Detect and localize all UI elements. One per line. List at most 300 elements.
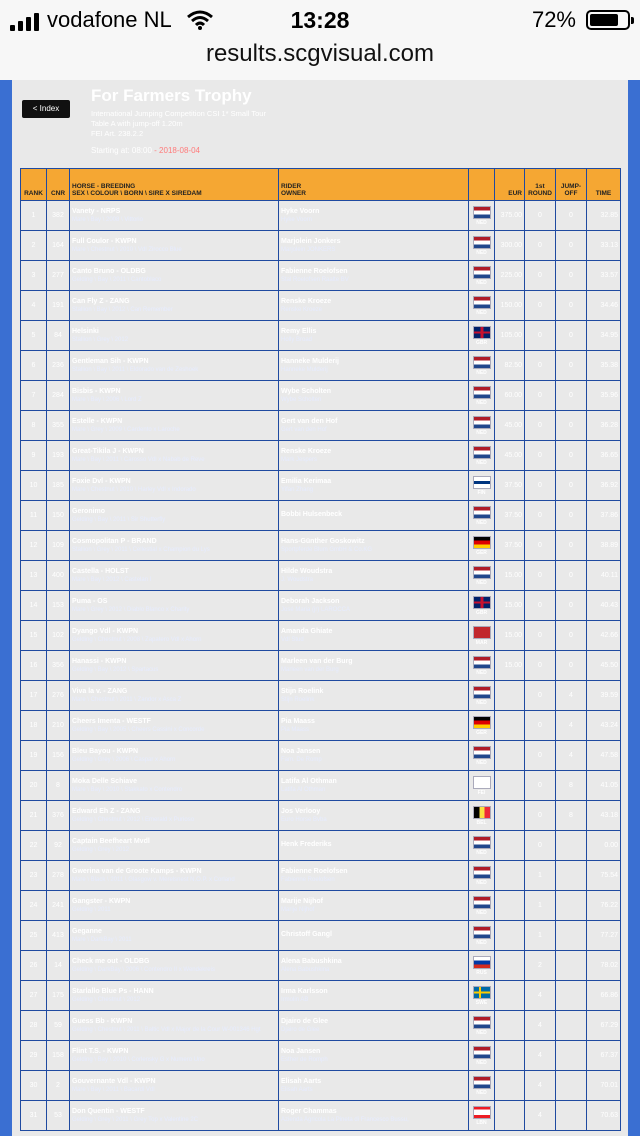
- rank-cell: 18: [21, 711, 47, 741]
- battery-percent: 72%: [531, 7, 576, 32]
- rank-cell: 6: [21, 351, 47, 381]
- jumpoff-cell: [556, 891, 587, 921]
- horse-details: Gelding \ Grey \ 2011 \ Grey Top x Valentine 2C: [72, 1117, 199, 1123]
- rider-name: Djairo de Glee: [281, 1018, 329, 1025]
- nation-code: NED: [476, 699, 487, 706]
- rider-name: Hans-Günther Goskowitz: [281, 538, 365, 545]
- rider-name: Fabienne Roelofsen: [281, 868, 348, 875]
- horse-name: Cosmopolitan P - BRAND: [72, 538, 157, 545]
- flag-icon: [473, 296, 491, 309]
- rider-name: Stijn Roelink: [281, 688, 324, 695]
- table-row[interactable]: [21, 651, 621, 681]
- jumpoff-cell: 0: [556, 351, 587, 381]
- table-row[interactable]: [21, 201, 621, 231]
- round-cell: 4: [525, 1071, 556, 1101]
- cnr-cell: 8: [47, 771, 70, 801]
- rider-name: Hilde Woudstra: [281, 568, 333, 575]
- jumpoff-cell: 4: [556, 741, 587, 771]
- jumpoff-cell: 0: [556, 321, 587, 351]
- owner-name: Wybe Scholten: [281, 397, 322, 403]
- round-cell: 0: [525, 381, 556, 411]
- horse-details: Mare \ Bay \ 2012 \ Castelan I: [72, 577, 152, 583]
- horse-cell: [70, 891, 279, 921]
- owner-name: Fabienne Roelofsen: [281, 877, 335, 883]
- rider-cell: [279, 351, 469, 381]
- horse-details: Gelding \ DarkBay \ 2006 \ Contendro II x Wendekreis: [72, 967, 215, 973]
- table-row[interactable]: [21, 1011, 621, 1041]
- col-eur: EUR: [495, 169, 525, 201]
- horse-cell: [70, 1071, 279, 1101]
- jumpoff-cell: 4: [556, 711, 587, 741]
- horse-details: Mare \ Grey \ 2009 \ Cardento x Laroche: [72, 427, 180, 433]
- nation-code: GER: [476, 729, 487, 736]
- jumpoff-cell: 4: [556, 681, 587, 711]
- flag-icon: [473, 446, 491, 459]
- nation-code: NED: [476, 519, 487, 526]
- rider-name: Irma Karlsson: [281, 988, 328, 995]
- time-cell: 40.43: [587, 591, 621, 621]
- nation-cell: [469, 381, 495, 411]
- eur-cell: 15.00: [495, 591, 525, 621]
- horse-details: Mare \ Black \ 2011 \ Glasgow v. Merelsnest N.O.P. x Corland: [72, 877, 235, 883]
- eur-cell: [495, 1011, 525, 1041]
- table-row[interactable]: [21, 471, 621, 501]
- owner-name: Sportpferde Blum GmbH & Co.KG: [281, 547, 373, 553]
- nation-code: NED: [476, 849, 487, 856]
- nation-cell: [469, 741, 495, 771]
- cnr-cell: 53: [47, 1101, 70, 1131]
- cnr-cell: 191: [47, 291, 70, 321]
- nation-code: NED: [476, 279, 487, 286]
- owner-name: Stijn Roelink: [281, 697, 315, 703]
- horse-name: Castella - HOLST: [72, 568, 129, 575]
- owner-name: Vdl Stud: [281, 637, 304, 643]
- table-row[interactable]: [21, 711, 621, 741]
- cnr-cell: 356: [47, 651, 70, 681]
- rank-cell: 8: [21, 411, 47, 441]
- horse-cell: [70, 291, 279, 321]
- horse-cell: [70, 921, 279, 951]
- table-row[interactable]: [21, 531, 621, 561]
- flag-icon: [473, 566, 491, 579]
- cnr-cell: 241: [47, 891, 70, 921]
- rider-cell: [279, 441, 469, 471]
- horse-name: Great-Tikila J - KWPN: [72, 448, 144, 455]
- horse-cell: [70, 591, 279, 621]
- eur-cell: [495, 1041, 525, 1071]
- nation-code: NED: [476, 939, 487, 946]
- nation-cell: [469, 981, 495, 1011]
- table-row[interactable]: [21, 591, 621, 621]
- horse-details: Gelding \ Bay \ 2010 \ Corlensky G x Numero Uno: [72, 1057, 205, 1063]
- table-row[interactable]: [21, 351, 621, 381]
- table-row[interactable]: [21, 291, 621, 321]
- rider-name: Bobbi Hulsenbeck: [281, 511, 343, 518]
- jumpoff-cell: 0: [556, 471, 587, 501]
- time-cell: 78.02: [587, 951, 621, 981]
- horse-name: Gentleman Sih - KWPN: [72, 358, 149, 365]
- horse-details: Stallion \ Grey \ 2012: [72, 337, 129, 343]
- horse-cell: [70, 531, 279, 561]
- nation-cell: [469, 1101, 495, 1131]
- time-cell: 77.27: [587, 921, 621, 951]
- nation-cell: [469, 351, 495, 381]
- owner-name: Alena Babushkina: [281, 967, 330, 973]
- rider-name: Marleen van der Burg: [281, 658, 353, 665]
- eur-cell: 45.00: [495, 411, 525, 441]
- jumpoff-cell: 0: [556, 651, 587, 681]
- flag-icon: [473, 596, 491, 609]
- nation-code: GER: [476, 549, 487, 556]
- rider-cell: [279, 741, 469, 771]
- table-row[interactable]: [21, 741, 621, 771]
- horse-details: Stallion \ Grey \ 2011 \ Cellestial x Champion du Lys: [72, 547, 210, 553]
- nation-cell: [469, 561, 495, 591]
- flag-icon: [473, 386, 491, 399]
- rider-cell: [279, 1101, 469, 1131]
- nation-cell: [469, 1041, 495, 1071]
- rider-name: Remy Ellis: [281, 328, 317, 335]
- horse-cell: [70, 771, 279, 801]
- table-row[interactable]: [21, 411, 621, 441]
- horse-name: Estelle - KWPN: [72, 418, 123, 425]
- rider-cell: [279, 321, 469, 351]
- rank-cell: 24: [21, 891, 47, 921]
- eur-cell: 105.00: [495, 321, 525, 351]
- horse-name: Foxie Dvl - KWPN: [72, 478, 131, 485]
- time-cell: 35.38: [587, 351, 621, 381]
- flag-icon: [473, 416, 491, 429]
- horse-name: Captain Beefheart Mvdl: [72, 838, 150, 845]
- flag-icon: [473, 746, 491, 759]
- nation-cell: [469, 471, 495, 501]
- table-row[interactable]: [21, 1071, 621, 1101]
- horse-details: Stallion \ Bay \ 2012 \ Can Remember: [72, 307, 173, 313]
- round-cell: 0: [525, 741, 556, 771]
- jumpoff-cell: 0: [556, 291, 587, 321]
- cnr-cell: 156: [47, 741, 70, 771]
- horse-cell: [70, 501, 279, 531]
- horse-name: Edward Eh Z - ZANG: [72, 808, 141, 815]
- table-row[interactable]: [21, 981, 621, 1011]
- flag-icon: [473, 326, 491, 339]
- flag-icon: [473, 986, 491, 999]
- eur-cell: 375.00: [495, 201, 525, 231]
- rider-name: Deborah Jackson: [281, 598, 340, 605]
- rank-cell: 10: [21, 471, 47, 501]
- round-cell: 4: [525, 1041, 556, 1071]
- flag-icon: [473, 536, 491, 549]
- eur-cell: 45.00: [495, 441, 525, 471]
- table-row[interactable]: [21, 681, 621, 711]
- time-cell: 66.86: [587, 981, 621, 1011]
- starting-time: [91, 146, 200, 155]
- horse-cell: [70, 681, 279, 711]
- owner-name: Elisah Aarts: [281, 1087, 313, 1093]
- owner-name: Azienda Agricola La Pineta di Francesco Bussu,: [281, 1117, 409, 1123]
- rider-name: Gert van den Hof: [281, 418, 338, 425]
- round-cell: 0: [525, 501, 556, 531]
- rider-name: Alena Babushkina: [281, 958, 342, 965]
- table-row[interactable]: [21, 1041, 621, 1071]
- jumpoff-cell: [556, 981, 587, 1011]
- flag-icon: [473, 1076, 491, 1089]
- eur-cell: [495, 951, 525, 981]
- nation-code: FIN: [477, 489, 486, 496]
- cnr-cell: 14: [47, 951, 70, 981]
- nation-cell: [469, 921, 495, 951]
- horse-cell: [70, 1101, 279, 1131]
- eur-cell: [495, 981, 525, 1011]
- url-bar[interactable]: results.scgvisual.com: [0, 40, 640, 80]
- rank-cell: 3: [21, 261, 47, 291]
- horse-name: Gwerina van de Groote Kamps - KWPN: [72, 868, 202, 875]
- eur-cell: [495, 801, 525, 831]
- horse-cell: [70, 351, 279, 381]
- col-time: TIME: [587, 169, 621, 201]
- nation-cell: [469, 861, 495, 891]
- round-cell: 0: [525, 291, 556, 321]
- round-cell: 0: [525, 531, 556, 561]
- horse-name: Starlallo Blue Ps - HANN: [72, 988, 154, 995]
- rank-cell: 5: [21, 321, 47, 351]
- competition-subtitle: International Jumping Competition CSI 1* Small Tour: [91, 109, 266, 118]
- flag-icon: [473, 266, 491, 279]
- round-cell: 0: [525, 231, 556, 261]
- table-row[interactable]: [21, 231, 621, 261]
- nation-code: NED: [476, 429, 487, 436]
- cnr-cell: 413: [47, 921, 70, 951]
- jumpoff-cell: [556, 1071, 587, 1101]
- owner-name: Mark Jespers: [281, 457, 318, 463]
- table-row[interactable]: [21, 831, 621, 861]
- nation-code: FEI: [477, 789, 486, 796]
- table-row[interactable]: [21, 861, 621, 891]
- table-row[interactable]: [21, 921, 621, 951]
- nation-cell: [469, 771, 495, 801]
- cnr-cell: 210: [47, 711, 70, 741]
- nation-cell: [469, 621, 495, 651]
- jumpoff-cell: 0: [556, 381, 587, 411]
- nation-cell: [469, 681, 495, 711]
- horse-cell: [70, 711, 279, 741]
- rider-cell: [279, 411, 469, 441]
- eur-cell: 300.00: [495, 231, 525, 261]
- rider-name: Hanneke Mulderij: [281, 358, 339, 365]
- jumpoff-cell: [556, 861, 587, 891]
- nation-code: RUS: [476, 969, 487, 976]
- table-header: [21, 169, 621, 201]
- results-body: [21, 201, 621, 1131]
- rider-cell: [279, 771, 469, 801]
- rank-cell: 11: [21, 501, 47, 531]
- rank-cell: 4: [21, 291, 47, 321]
- horse-name: Hanassi - KWPN: [72, 658, 127, 665]
- table-subtitle: Table A with jump-off 1.20m: [91, 119, 183, 128]
- horse-cell: [70, 861, 279, 891]
- jumpoff-cell: 0: [556, 411, 587, 441]
- cnr-cell: 236: [47, 351, 70, 381]
- cnr-cell: 175: [47, 981, 70, 1011]
- rider-name: Renske Kroeze: [281, 298, 332, 305]
- jumpoff-cell: 0: [556, 201, 587, 231]
- table-row[interactable]: [21, 1101, 621, 1131]
- horse-details: Gelding \ Bay \ 2011 \ Sir Shutterfly: [72, 517, 166, 523]
- time-cell: 43.24: [587, 711, 621, 741]
- rider-cell: [279, 471, 469, 501]
- cnr-cell: 150: [47, 501, 70, 531]
- results-table: [20, 168, 621, 1131]
- jumpoff-cell: 0: [556, 621, 587, 651]
- horse-name: Bleu Bayou - KWPN: [72, 748, 139, 755]
- cnr-cell: 153: [47, 591, 70, 621]
- status-bar: [0, 0, 640, 40]
- nation-cell: [469, 831, 495, 861]
- jumpoff-cell: 0: [556, 591, 587, 621]
- rider-cell: [279, 1071, 469, 1101]
- table-row[interactable]: [21, 891, 621, 921]
- table-row[interactable]: [21, 441, 621, 471]
- rider-cell: [279, 501, 469, 531]
- rank-cell: 27: [21, 981, 47, 1011]
- col-rider-line1: RIDER: [281, 183, 302, 190]
- horse-details: Gelding \ Grey \ 2006 \ Caspar x Ahorn: [72, 757, 176, 763]
- index-button[interactable]: < Index: [22, 100, 70, 118]
- rider-cell: [279, 231, 469, 261]
- round-cell: 0: [525, 441, 556, 471]
- rider-name: Hyke Voorn: [281, 208, 320, 215]
- horse-details: Gelding \ Chestnut \ 2012: [72, 997, 141, 1003]
- rider-name: Noa Jansen: [281, 748, 321, 755]
- rider-cell: [279, 861, 469, 891]
- nation-cell: [469, 291, 495, 321]
- owner-name: Pia Maass: [281, 727, 310, 733]
- horse-name: Helsinki: [72, 328, 99, 335]
- jumpoff-cell: 8: [556, 801, 587, 831]
- flag-icon: [473, 776, 491, 789]
- horse-cell: [70, 411, 279, 441]
- horse-details: Gelding \ Bay \ 2012 \ Spartacus: [72, 667, 159, 673]
- col-horse-line1: HORSE - BREEDING: [72, 183, 136, 190]
- time-cell: 42.66: [587, 621, 621, 651]
- nation-code: NED: [476, 909, 487, 916]
- nation-cell: [469, 1071, 495, 1101]
- round-cell: 0: [525, 651, 556, 681]
- horse-cell: [70, 1011, 279, 1041]
- eur-cell: 15.00: [495, 651, 525, 681]
- rank-cell: 19: [21, 741, 47, 771]
- table-row[interactable]: [21, 321, 621, 351]
- cnr-cell: 185: [47, 471, 70, 501]
- rider-cell: [279, 201, 469, 231]
- table-row[interactable]: [21, 621, 621, 651]
- rider-cell: [279, 1041, 469, 1071]
- owner-name: José Maria (jr) LAROCCA: [281, 607, 351, 613]
- nation-cell: [469, 891, 495, 921]
- owner-name: Holly Broad: [281, 337, 313, 343]
- owner-name: Latifa Al Othman: [281, 787, 326, 793]
- owner-name: J. Woudstra: [281, 577, 313, 583]
- horse-details: Gelding \ Bay \ 2011 \ Cantoblaco: [72, 277, 162, 283]
- nation-code: NED: [476, 759, 487, 766]
- horse-cell: [70, 201, 279, 231]
- table-row[interactable]: [21, 381, 621, 411]
- horse-details: Mare \ Bay \ 2011 \ Carosso Vdl x Nabab de Reve: [72, 457, 205, 463]
- battery-icon: [586, 10, 630, 30]
- flag-icon: [473, 1046, 491, 1059]
- cnr-cell: 193: [47, 441, 70, 471]
- flag-icon: [473, 236, 491, 249]
- rider-cell: [279, 801, 469, 831]
- rank-cell: 25: [21, 921, 47, 951]
- rank-cell: 2: [21, 231, 47, 261]
- table-row[interactable]: [21, 501, 621, 531]
- eur-cell: 150.00: [495, 291, 525, 321]
- cnr-cell: 277: [47, 261, 70, 291]
- time-cell: 36.28: [587, 411, 621, 441]
- rider-cell: [279, 921, 469, 951]
- owner-name: Esther de Romph: [281, 1057, 328, 1063]
- jumpoff-cell: 0: [556, 561, 587, 591]
- horse-details: Gelding \ Grey \ 2012: [72, 847, 130, 853]
- horse-cell: [70, 321, 279, 351]
- flag-icon: [473, 956, 491, 969]
- horse-details: Mare \ Chestnut \ 2010 \ Harley Vdl x Indorado: [72, 487, 196, 493]
- nation-cell: [469, 501, 495, 531]
- rank-cell: 7: [21, 381, 47, 411]
- eur-cell: 82.50: [495, 351, 525, 381]
- table-row[interactable]: [21, 561, 621, 591]
- horse-cell: [70, 651, 279, 681]
- nation-code: NED: [476, 1089, 487, 1096]
- horse-cell: [70, 741, 279, 771]
- rider-cell: [279, 891, 469, 921]
- horse-name: Check me out - OLDBG: [72, 958, 150, 965]
- table-row[interactable]: [21, 261, 621, 291]
- cnr-cell: 278: [47, 861, 70, 891]
- starting-date: - 2018-08-04: [154, 146, 200, 155]
- eur-cell: 37.50: [495, 501, 525, 531]
- col-rider: [279, 169, 469, 201]
- horse-cell: [70, 471, 279, 501]
- time-cell: 36.92: [587, 471, 621, 501]
- col-nation: [469, 169, 495, 201]
- rider-cell: [279, 531, 469, 561]
- jumpoff-cell: [556, 831, 587, 861]
- round-cell: 1: [525, 891, 556, 921]
- horse-name: Cheers Imenta - WESTF: [72, 718, 151, 725]
- col-rank: RANK: [21, 169, 47, 201]
- table-row[interactable]: [21, 771, 621, 801]
- owner-name: Marije Nijhof: [281, 907, 315, 913]
- nation-cell: [469, 711, 495, 741]
- horse-details: Mare \ Chestnut \ 2010 \ Vdl Zirocco Blue: [72, 247, 182, 253]
- round-cell: 0: [525, 801, 556, 831]
- table-row[interactable]: [21, 951, 621, 981]
- time-cell: 32.85: [587, 201, 621, 231]
- flag-icon: [473, 1016, 491, 1029]
- nation-cell: [469, 531, 495, 561]
- jumpoff-cell: 8: [556, 771, 587, 801]
- nation-code: NED: [476, 879, 487, 886]
- horse-name: Flint T.S. - KWPN: [72, 1048, 129, 1055]
- rider-cell: [279, 381, 469, 411]
- table-row[interactable]: [21, 801, 621, 831]
- time-cell: 41.05: [587, 771, 621, 801]
- horse-details: Mare \ Grey \ 2012 \ Diablo Blanco x Charity: [72, 607, 190, 613]
- rank-cell: 16: [21, 651, 47, 681]
- rank-cell: 12: [21, 531, 47, 561]
